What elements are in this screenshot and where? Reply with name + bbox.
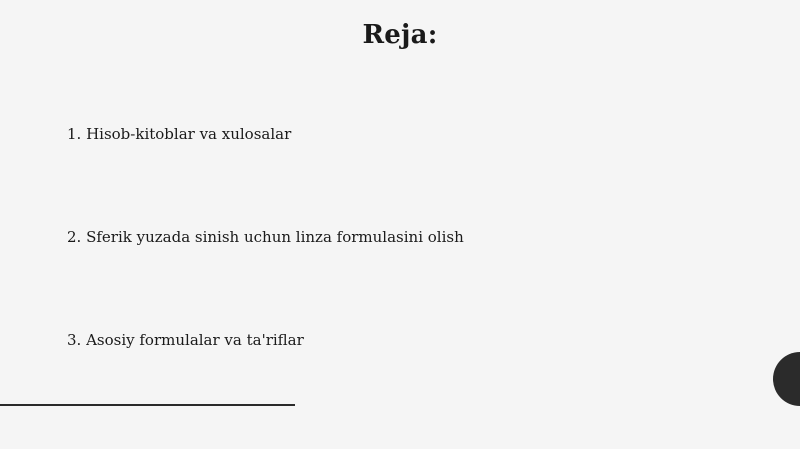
plan-item-1: 1. Hisob-kitoblar va xulosalar [67,125,292,143]
slide-title: Reja: [362,20,438,50]
plan-item-2: 2. Sferik yuzada sinish uchun linza formulasini olish [67,228,464,246]
plan-item-3: 3. Asosiy formulalar va ta'riflar [67,331,304,349]
divider-line [0,404,295,406]
slide-nav-button[interactable] [773,352,800,406]
